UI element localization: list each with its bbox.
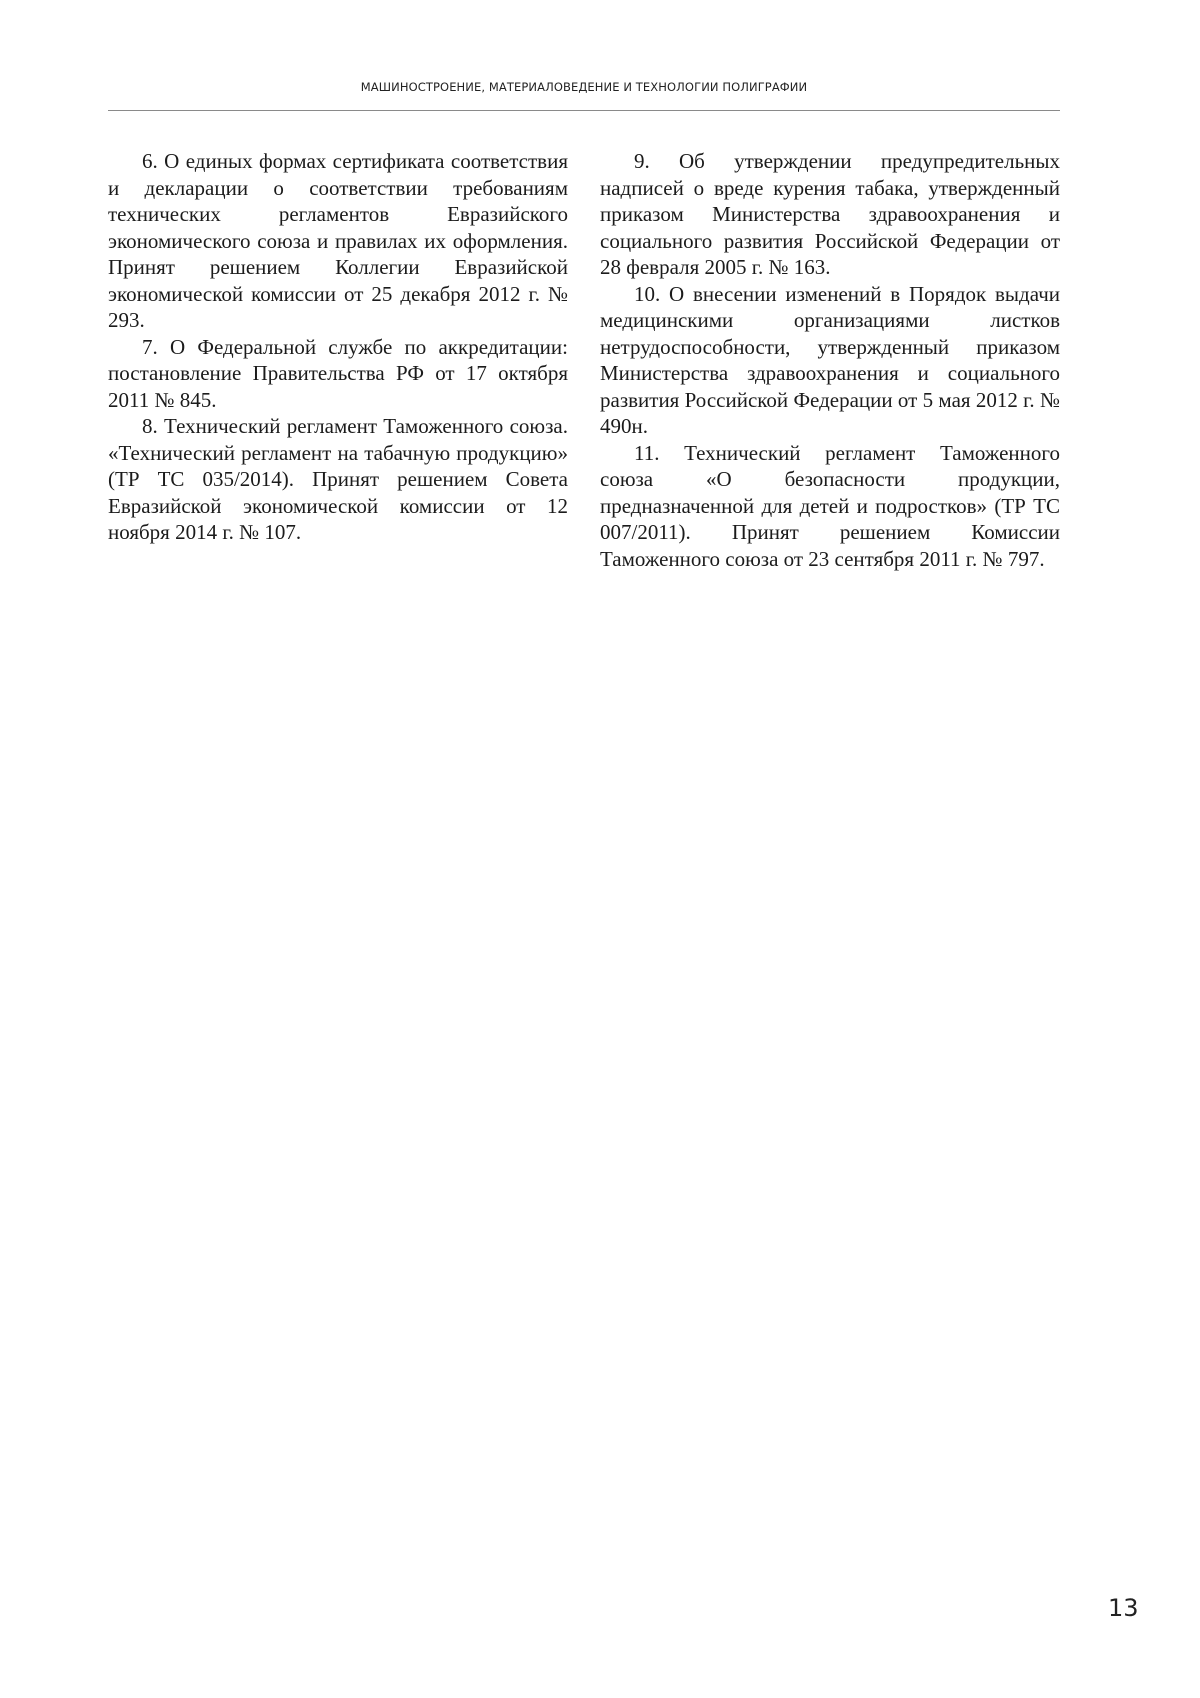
running-header: МАШИНОСТРОЕНИЕ, МАТЕРИАЛОВЕДЕНИЕ И ТЕХНОЛОГИИ ПОЛИГРАФИИ [360, 80, 808, 94]
header-divider [108, 110, 1060, 111]
reference-item-9: 9. Об утверждении предупредительных надписей о вреде курения табака, утвержденный приказом Министерства здравоохранения и социального развития Российской Федерации от 28 февраля 2005 г. № 163. [600, 149, 1060, 279]
reference-item-10: 10. О внесении изменений в Порядок выдачи медицинскими организациями листков нетрудоспособности, утвержденный приказом Министерства здравоохранения и социального развития Российской Федерации от 5 мая 2012 г. № 490н. [600, 281, 1060, 438]
reference-item-7: 7. О Федеральной службе по аккредитации: постановление Правительства РФ от 17 октября 2011 № 845. [108, 334, 568, 412]
reference-item-8: 8. Технический регламент Таможенного союза. «Технический регламент на табачную продукцию» (ТР ТС 035/2014). Принят решением Совета Евразийской экономической комиссии от 12 ноября 2014 г. № 107. [108, 414, 568, 544]
references-column-right [600, 148, 1060, 572]
reference-item-11: 11. Технический регламент Таможенного союза «О безопасности продукции, предназначенной для детей и подростков» (ТР ТС 007/2011). Принят решением Комиссии Таможенного союза от 23 сентября 2011 г. № 797. [600, 440, 1060, 571]
reference-item-6: 6. О единых формах сертификата соответствия и декларации о соответствии требованиям технических регламентов Евразийского экономического союза и правилах их оформления. Принят решением Коллегии Евразийской экономической комиссии от 25 декабря 2012 г. № 293. [108, 149, 568, 332]
page-number: 13 [1108, 1594, 1139, 1622]
references-column-left [108, 148, 568, 546]
